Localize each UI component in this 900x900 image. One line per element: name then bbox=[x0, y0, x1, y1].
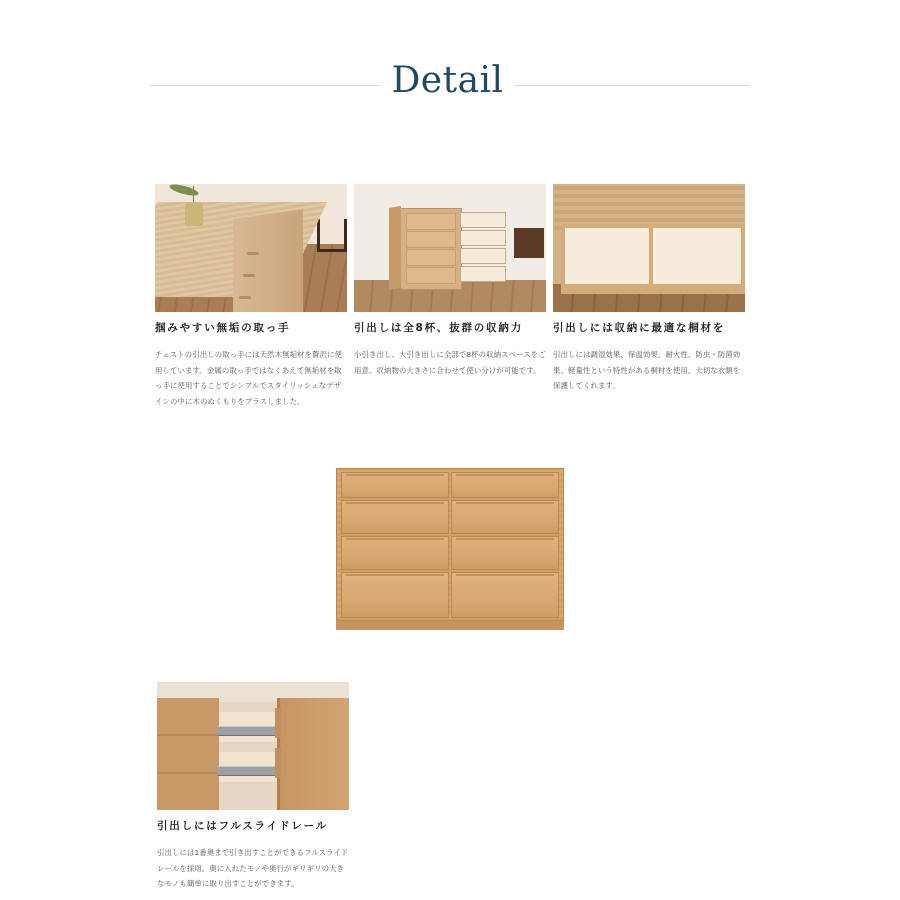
feature-handle bbox=[155, 184, 347, 409]
paulownia-photo bbox=[553, 184, 745, 312]
feature-caption: 引出しは全8杯、抜群の収納力 bbox=[354, 322, 524, 334]
feature-description: 引出しには調湿効果、保温効果、耐火性、防虫・防菌効果、軽量性という特性がある桐材を使用。大切な衣類を保護してくれます。 bbox=[553, 350, 741, 390]
feature-caption: 引出しには収納に最適な桐材を bbox=[553, 322, 726, 334]
chest-front-illustration bbox=[336, 468, 564, 630]
feature-description: チェストの引出しの取っ手には天然木無垢材を贅沢に使用しています。金属の取っ手ではなくあえて無垢材を取っ手に使用することでシンプルでスタイリッシュなデザインの中に木のぬくもりをプラスしました。 bbox=[155, 350, 343, 406]
feature-description: 引出しには1番奥まで引き出すことができるフルスライドレールを採用。奥に入れたモノや奥行がギリギリの大きなモノも簡単に取り出すことができます。 bbox=[157, 848, 349, 888]
slide-rail-photo bbox=[157, 682, 349, 810]
feature-caption: 掴みやすい無垢の取っ手 bbox=[155, 322, 291, 334]
header-left-rule bbox=[150, 85, 380, 86]
feature-description: 小引き出し、大引き出しに全部で8杯の収納スペースをご用意。収納物の大きさに合わせて使い分けが可能です。 bbox=[354, 350, 546, 375]
feature-paulownia bbox=[553, 184, 745, 394]
drawers-photo bbox=[354, 184, 546, 312]
handle-photo bbox=[155, 184, 347, 312]
feature-caption: 引出しにはフルスライドレール bbox=[157, 820, 328, 832]
section-header bbox=[0, 58, 900, 114]
feature-slide-rail bbox=[157, 682, 349, 892]
section-title: Detail bbox=[391, 60, 504, 101]
header-right-rule bbox=[515, 85, 750, 86]
feature-drawers bbox=[354, 184, 546, 378]
